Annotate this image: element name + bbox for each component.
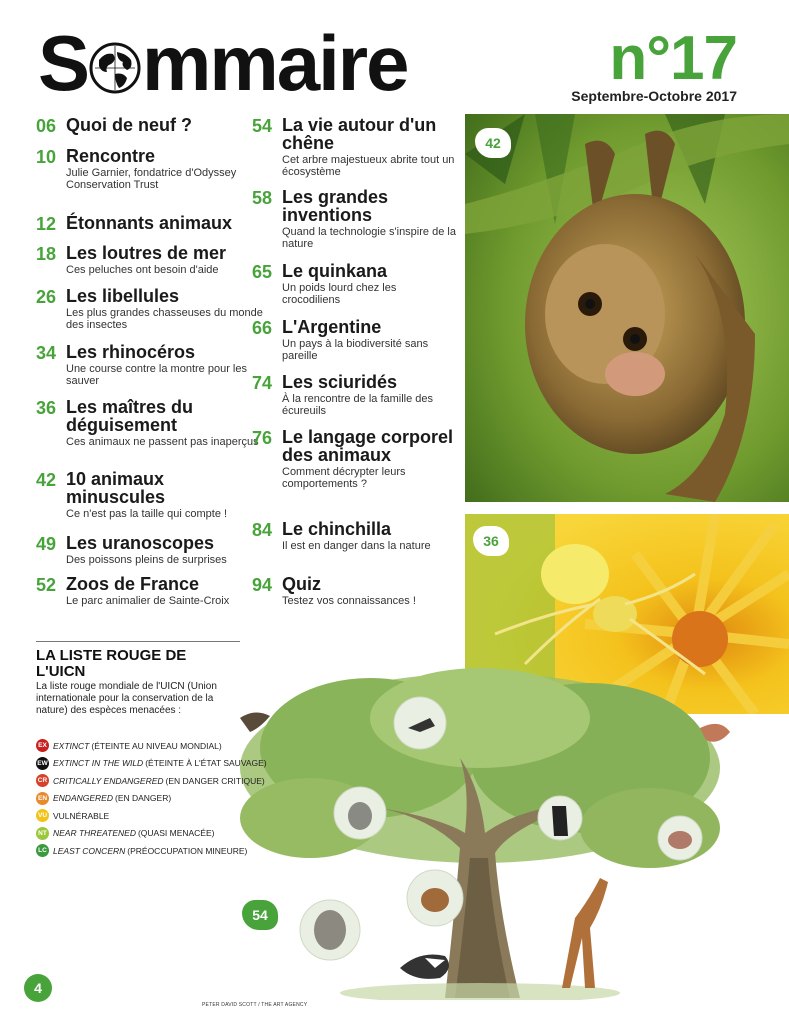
toc-title: 10 animaux minuscules: [66, 469, 166, 507]
red-list-category: [36, 827, 214, 840]
toc-subtitle: Ces peluches ont besoin d'aide: [66, 264, 219, 276]
toc-page-number: 66: [252, 318, 273, 338]
red-list-category: [36, 757, 267, 770]
pygmy-marmoset-photo: [465, 114, 789, 502]
toc-subtitle: Quand la technologie s'inspire de la nature: [282, 226, 456, 250]
toc-title: Les loutres de mer: [66, 243, 227, 263]
toc-page-number: 49: [36, 534, 57, 554]
category-french: (QUASI MENACÉE): [137, 828, 215, 838]
page-title: S mmaire: [38, 19, 408, 107]
page-ref-badge: 36: [473, 526, 509, 556]
toc-title: Quoi de neuf ?: [66, 115, 192, 135]
category-code-badge: NT: [36, 827, 49, 840]
category-french: (EN DANGER): [114, 793, 172, 803]
toc-page-number: 52: [36, 575, 57, 595]
red-list-category: [36, 809, 109, 822]
red-list-category: [36, 792, 171, 805]
toc-page-number: 42: [36, 470, 57, 490]
toc-title: Rencontre: [66, 146, 156, 166]
toc-page-number: 36: [36, 398, 57, 418]
category-code-badge: EX: [36, 739, 49, 752]
toc-title: L'Argentine: [282, 317, 382, 337]
toc-title: Les sciuridés: [282, 372, 398, 392]
toc-subtitle: Un poids lourd chez les crocodiliens: [282, 282, 397, 306]
toc-subtitle: Cet arbre majestueux abrite tout un écosystème: [282, 154, 455, 178]
toc-page-number: 74: [252, 373, 273, 393]
toc-page-number: 76: [252, 428, 273, 448]
toc-title: Les maîtres du déguisement: [66, 397, 194, 435]
toc-subtitle: Un pays à la biodiversité sans pareille: [282, 338, 429, 362]
page-ref-badge: 54: [242, 900, 278, 930]
toc-title: Les uranoscopes: [66, 533, 215, 553]
red-list-category: [36, 739, 222, 752]
toc-title: Le chinchilla: [282, 519, 392, 539]
toc-subtitle: Ces animaux ne passent pas inaperçus: [66, 436, 259, 448]
red-list-category: [36, 774, 265, 787]
issue-number: n°17: [609, 24, 737, 93]
toc-page-number: 34: [36, 343, 57, 363]
category-code-badge: EN: [36, 792, 49, 805]
toc-subtitle: Il est en danger dans la nature: [282, 540, 431, 552]
toc-subtitle: Les plus grandes chasseuses du monde des insectes: [66, 307, 263, 331]
category-english: ENDANGERED: [53, 793, 113, 803]
globe-icon: [89, 22, 141, 74]
page-number: 4: [24, 974, 52, 1002]
divider: [36, 641, 240, 642]
toc-page-number: 06: [36, 116, 57, 136]
category-english: CRITICALLY ENDANGERED: [53, 775, 164, 786]
category-french: VULNÉRABLE: [53, 810, 110, 821]
toc-subtitle: Comment décrypter leurs comportements ?: [282, 466, 406, 490]
toc-title: Quiz: [282, 574, 321, 594]
toc-page-number: 58: [252, 188, 273, 208]
category-french: (ÉTEINTE AU NIVEAU MONDIAL): [91, 740, 222, 751]
toc-subtitle: Une course contre la montre pour les sauver: [66, 363, 247, 387]
category-french: (EN DANGER CRITIQUE): [165, 775, 265, 786]
category-english: NEAR THREATENED: [53, 828, 136, 838]
toc-title: Les grandes inventions: [282, 187, 389, 225]
toc-title: Les libellules: [66, 286, 180, 306]
page-ref-badge: 42: [475, 128, 511, 158]
red-list-description: La liste rouge mondiale de l'UICN (Union internationale pour la conservation de la nature) des espèces menacées :: [36, 681, 217, 716]
red-list-title: LA LISTE ROUGE DE L'UICN: [36, 647, 187, 680]
category-english: LEAST CONCERN: [53, 845, 126, 856]
category-code-badge: LC: [36, 844, 49, 857]
toc-page-number: 65: [252, 262, 273, 282]
toc-subtitle: À la rencontre de la famille des écureuils: [282, 393, 434, 417]
toc-subtitle: Testez vos connaissances !: [282, 595, 416, 607]
category-code-badge: VU: [36, 809, 49, 822]
issue-date: Septembre-Octobre 2017: [571, 88, 737, 104]
category-english: EXTINCT: [53, 740, 90, 751]
category-french: (ÉTEINTE À L'ÉTAT SAUVAGE): [145, 758, 267, 768]
toc-subtitle: Ce n'est pas la taille qui compte !: [66, 508, 228, 520]
toc-page-number: 84: [252, 520, 273, 540]
category-code-badge: CR: [36, 774, 49, 787]
toc-title: Étonnants animaux: [66, 213, 233, 233]
toc-title: Les rhinocéros: [66, 342, 196, 362]
category-french: (PRÉOCCUPATION MINEURE): [127, 845, 248, 856]
toc-title: Le langage corporel des animaux: [282, 427, 454, 465]
toc-title: Le quinkana: [282, 261, 388, 281]
toc-page-number: 12: [36, 214, 57, 234]
toc-page-number: 26: [36, 287, 57, 307]
toc-page-number: 94: [252, 575, 273, 595]
toc-page-number: 10: [36, 147, 57, 167]
toc-subtitle: Julie Garnier, fondatrice d'Odyssey Conservation Trust: [66, 167, 237, 191]
toc-subtitle: Des poissons pleins de surprises: [66, 554, 227, 566]
toc-subtitle: Le parc animalier de Sainte-Croix: [66, 595, 230, 607]
oak-tree-illustration: [230, 668, 730, 1000]
toc-title: Zoos de France: [66, 574, 200, 594]
category-code-badge: EW: [36, 757, 49, 770]
red-list-category: [36, 844, 247, 857]
toc-page-number: 18: [36, 244, 57, 264]
toc-page-number: 54: [252, 116, 273, 136]
category-english: EXTINCT IN THE WILD: [53, 758, 144, 768]
toc-title: La vie autour d'un chêne: [282, 115, 437, 153]
illustration-credit: PETER DAVID SCOTT / THE ART AGENCY: [202, 1002, 308, 1008]
